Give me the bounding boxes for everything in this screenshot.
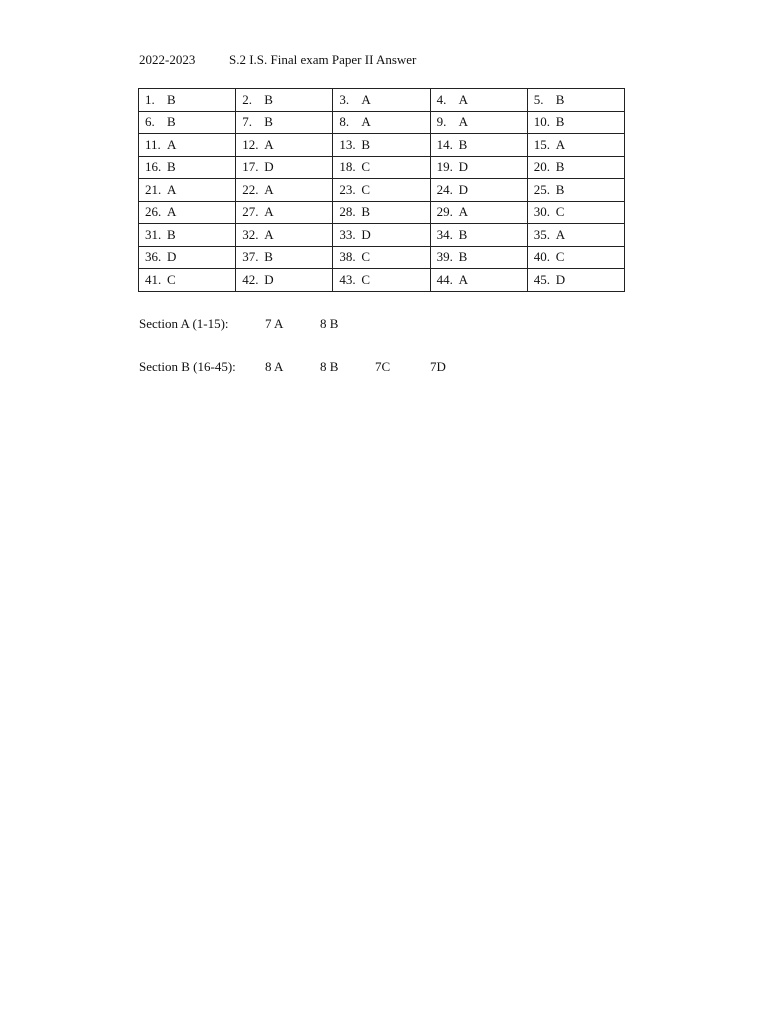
answer-letter: B: [361, 204, 371, 220]
question-number: 27.: [242, 204, 259, 220]
answer-cell: [139, 134, 236, 157]
answer-letter: C: [361, 159, 371, 175]
section-b-count-b: 8 B: [320, 359, 339, 374]
table-row: [139, 246, 625, 269]
answer-cell: [333, 246, 430, 269]
answer-cell: [333, 111, 430, 134]
answer-letter: B: [167, 91, 176, 107]
answer-cell: [527, 246, 624, 269]
question-number: 35.: [533, 226, 550, 242]
question-number: 38.: [339, 249, 356, 265]
question-number: 34.: [436, 226, 453, 242]
question-number: 7.: [242, 114, 252, 130]
answer-cell: [236, 89, 333, 112]
answer-letter: C: [555, 204, 565, 220]
section-a-label: Section A (1-15):: [139, 316, 229, 331]
answer-table: [138, 88, 625, 292]
question-number: 36.: [145, 249, 162, 265]
answer-cell: [527, 111, 624, 134]
question-number: 5.: [533, 91, 544, 107]
table-row: [139, 156, 625, 179]
section-b-count-d: 7D: [430, 359, 446, 374]
question-number: 28.: [339, 204, 356, 220]
answer-letter: D: [458, 181, 468, 197]
answer-letter: B: [555, 114, 565, 130]
answer-cell: [139, 156, 236, 179]
answer-cell: [430, 111, 527, 134]
answer-letter: A: [361, 91, 371, 107]
question-number: 16.: [145, 159, 162, 175]
answer-letter: A: [458, 271, 468, 287]
answer-cell: [333, 201, 430, 224]
answer-letter: A: [264, 181, 274, 197]
answer-letter: A: [458, 91, 468, 107]
answer-letter: B: [555, 91, 565, 107]
table-row: [139, 224, 625, 247]
answer-letter: A: [555, 136, 566, 152]
answer-letter: D: [264, 159, 274, 175]
answer-letter: A: [167, 136, 177, 152]
question-number: 45.: [533, 271, 550, 287]
answer-letter: B: [361, 136, 371, 152]
question-number: 40.: [533, 249, 550, 265]
answer-letter: A: [458, 204, 468, 220]
answer-cell: [139, 201, 236, 224]
answer-cell: [236, 111, 333, 134]
question-number: 26.: [145, 204, 162, 220]
answer-letter: A: [167, 204, 177, 220]
question-number: 17.: [242, 159, 259, 175]
answer-letter: A: [264, 136, 274, 152]
answer-cell: [430, 246, 527, 269]
answer-letter: A: [264, 226, 274, 242]
table-row: [139, 269, 625, 292]
answer-letter: C: [167, 271, 176, 287]
answer-cell: [527, 224, 624, 247]
question-number: 18.: [339, 159, 356, 175]
answer-letter: A: [458, 114, 468, 130]
answer-cell: [139, 269, 236, 292]
page-header: [139, 51, 416, 69]
answer-letter: D: [361, 226, 371, 242]
answer-cell: [333, 89, 430, 112]
answer-letter: A: [361, 114, 371, 130]
answer-letter: B: [167, 114, 176, 130]
table-row: [139, 179, 625, 202]
answer-letter: A: [167, 181, 177, 197]
answer-letter: B: [264, 249, 273, 265]
question-number: 32.: [242, 226, 259, 242]
answer-letter: D: [264, 271, 274, 287]
answer-cell: [236, 134, 333, 157]
answer-letter: C: [361, 249, 371, 265]
answer-letter: B: [264, 114, 273, 130]
answer-letter: C: [555, 249, 565, 265]
answer-cell: [333, 179, 430, 202]
answer-cell: [236, 246, 333, 269]
question-number: 23.: [339, 181, 356, 197]
question-number: 4.: [436, 91, 447, 107]
question-number: 41.: [145, 271, 162, 287]
answer-letter: B: [167, 226, 176, 242]
answer-cell: [430, 89, 527, 112]
answer-cell: [236, 224, 333, 247]
answer-letter: D: [167, 249, 177, 265]
answer-letter: B: [167, 159, 176, 175]
question-number: 20.: [533, 159, 550, 175]
table-row: [139, 201, 625, 224]
question-number: 19.: [436, 159, 453, 175]
question-number: 44.: [436, 271, 453, 287]
answer-cell: [333, 269, 430, 292]
answer-cell: [430, 224, 527, 247]
answer-letter: B: [458, 249, 468, 265]
answer-letter: B: [458, 226, 468, 242]
answer-cell: [139, 111, 236, 134]
answer-cell: [236, 201, 333, 224]
answer-letter: C: [361, 271, 371, 287]
question-number: 3.: [339, 91, 350, 107]
section-b-count-c: 7C: [375, 359, 391, 374]
answer-cell: [430, 156, 527, 179]
table-row: [139, 111, 625, 134]
answer-cell: [527, 269, 624, 292]
question-number: 1.: [145, 91, 155, 107]
answer-cell: [236, 156, 333, 179]
question-number: 24.: [436, 181, 453, 197]
page-title: S.2 I.S. Final exam Paper II Answer: [229, 52, 417, 67]
answer-cell: [527, 156, 624, 179]
question-number: 14.: [436, 136, 453, 152]
question-number: 29.: [436, 204, 453, 220]
question-number: 12.: [242, 136, 259, 152]
question-number: 22.: [242, 181, 259, 197]
question-number: 21.: [145, 181, 162, 197]
answer-cell: [527, 134, 624, 157]
answer-cell: [527, 179, 624, 202]
answer-cell: [430, 269, 527, 292]
answer-cell: [139, 89, 236, 112]
answer-cell: [527, 89, 624, 112]
section-b-label: Section B (16-45):: [139, 359, 236, 374]
question-number: 15.: [533, 136, 550, 152]
question-number: 2.: [242, 91, 252, 107]
question-number: 13.: [339, 136, 356, 152]
answer-table-body: [139, 89, 625, 292]
question-number: 43.: [339, 271, 356, 287]
answer-cell: [139, 179, 236, 202]
answer-cell: [333, 224, 430, 247]
answer-cell: [139, 246, 236, 269]
answer-letter: A: [555, 226, 566, 242]
answer-letter: B: [555, 159, 565, 175]
school-year: 2022-2023: [139, 52, 196, 67]
question-number: 30.: [533, 204, 550, 220]
answer-cell: [527, 201, 624, 224]
answer-letter: B: [264, 91, 273, 107]
table-row: [139, 134, 625, 157]
answer-cell: [236, 179, 333, 202]
answer-cell: [139, 224, 236, 247]
answer-cell: [333, 156, 430, 179]
question-number: 39.: [436, 249, 453, 265]
section-a-summary: [139, 315, 375, 333]
answer-letter: C: [361, 181, 371, 197]
answer-letter: A: [264, 204, 274, 220]
question-number: 33.: [339, 226, 356, 242]
question-number: 6.: [145, 114, 155, 130]
section-b-count-a: 8 A: [265, 359, 284, 374]
answer-cell: [333, 134, 430, 157]
question-number: 31.: [145, 226, 162, 242]
section-b-summary: [139, 358, 485, 376]
question-number: 25.: [533, 181, 550, 197]
answer-letter: B: [555, 181, 565, 197]
question-number: 11.: [145, 136, 161, 152]
answer-cell: [430, 179, 527, 202]
question-number: 37.: [242, 249, 259, 265]
section-a-count-b: 8 B: [320, 316, 339, 331]
section-a-count-a: 7 A: [265, 316, 284, 331]
question-number: 9.: [436, 114, 447, 130]
question-number: 8.: [339, 114, 350, 130]
answer-cell: [236, 269, 333, 292]
question-number: 10.: [533, 114, 550, 130]
answer-letter: D: [458, 159, 468, 175]
table-row: [139, 89, 625, 112]
answer-letter: D: [555, 271, 566, 287]
question-number: 42.: [242, 271, 259, 287]
answer-cell: [430, 201, 527, 224]
answer-cell: [430, 134, 527, 157]
answer-letter: B: [458, 136, 468, 152]
